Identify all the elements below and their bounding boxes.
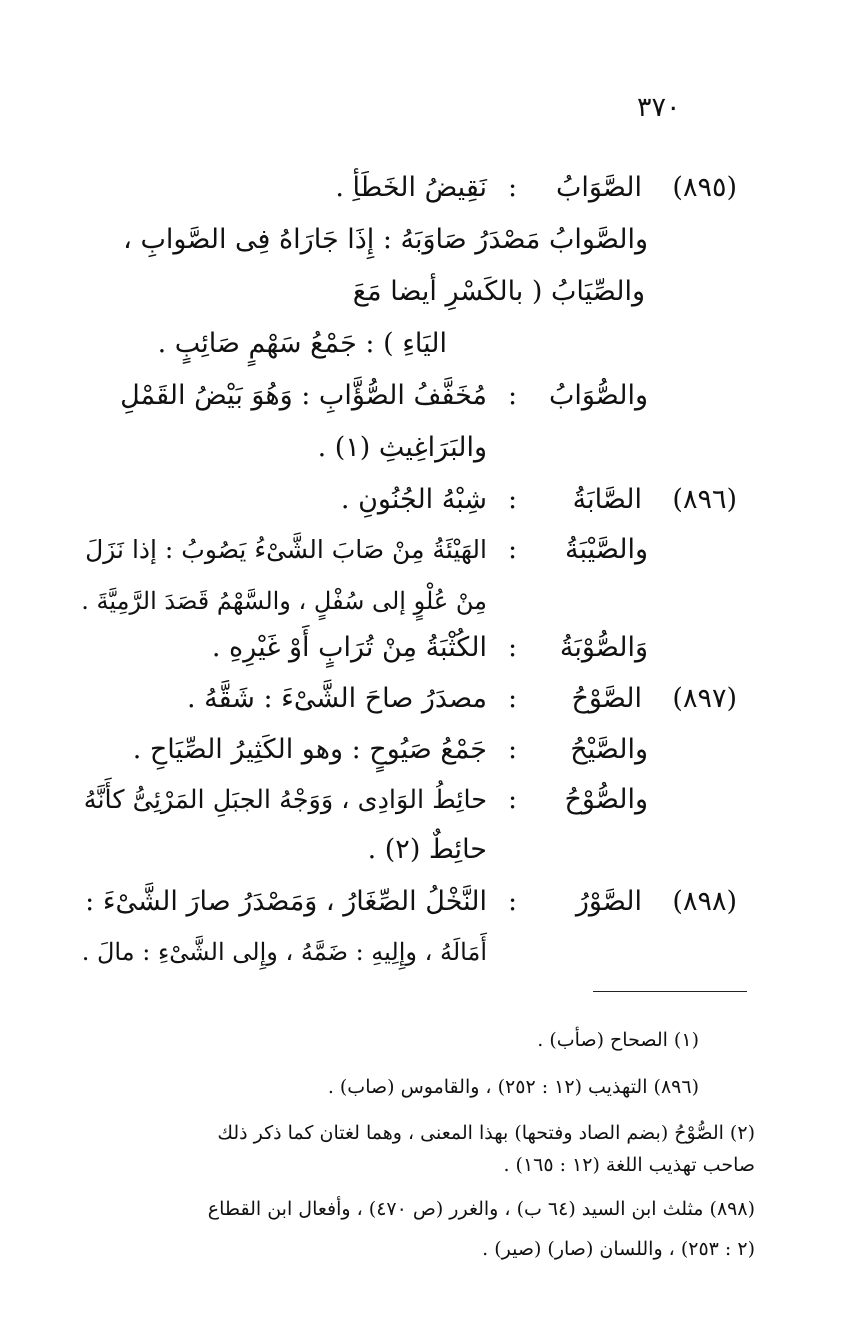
headword: والصُّوْحُ <box>564 784 648 815</box>
page-number: ٣٧٠ <box>637 92 681 123</box>
footnote-separator <box>593 991 747 992</box>
text-line: والصَّوابُ مَصْدَرُ صَاوَبَهُ : إِذَا جَارَاهُ فِى الصَّوابِ ، <box>123 224 648 255</box>
definition: مُخَفَّفُ الصُّؤَّابِ : وَهُوَ بَيْضُ القَمْلِ <box>120 380 487 411</box>
headword: الصَّوَابُ <box>555 172 642 203</box>
text-line: حائِطٌ (٢) . <box>367 834 487 865</box>
definition: الكُثْبَةُ مِنْ تُرَابٍ أَوْ غَيْرِهِ . <box>211 632 487 663</box>
colon: : <box>508 784 518 815</box>
entry-number: (٨٩٦) <box>672 484 737 515</box>
colon: : <box>508 734 518 765</box>
colon: : <box>508 380 518 411</box>
colon: : <box>508 534 518 565</box>
text-line: اليَاءِ ) : جَمْعُ سَهْمٍ صَائِبٍ . <box>157 328 447 359</box>
entry-number: (٨٩٧) <box>672 683 737 714</box>
colon: : <box>508 683 518 714</box>
footnote: (٢ : ٢٥٣) ، واللسان (صار) (صير) . <box>482 1238 755 1260</box>
text-line: والصِّيَابُ ( بالكَسْرِ أيضا مَعَ <box>352 276 645 307</box>
headword: والصَّيْبَةُ <box>565 534 648 565</box>
definition: نَقِيضُ الخَطَأِ . <box>335 172 487 203</box>
colon: : <box>508 484 518 515</box>
definition: حائِطُ الوَادِى ، وَوَجْهُ الجبَلِ المَرْئِىُّ كأَنَّهُ <box>83 785 487 815</box>
definition: جَمْعُ صَيُوحٍ : وهو الكَثِيرُ الصِّيَاحِ . <box>132 734 487 765</box>
headword: والصَّيْحُ <box>570 734 648 765</box>
footnote: صاحب تهذيب اللغة (١٢ : ١٦٥) . <box>503 1154 755 1176</box>
definition: مصدَرُ صاحَ الشَّىْءَ : شَقَّهُ . <box>186 683 487 714</box>
headword: الصَّوْحُ <box>571 683 642 714</box>
text-line: مِنْ عُلْوٍ إلى سُفْلٍ ، والسَّهْمُ قَصَدَ الرَّمِيَّةَ . <box>81 587 487 615</box>
headword: وَالصُّوْبَةُ <box>559 632 648 663</box>
headword: والصُّوَابُ <box>548 380 648 411</box>
entry-number: (٨٩٥) <box>672 172 737 203</box>
definition: النَّخْلُ الصِّغَارُ ، وَمَصْدَرُ صارَ الشَّىْءَ : <box>85 886 487 917</box>
text-line: والبَرَاغِيثِ (١) . <box>317 432 487 463</box>
footnote: (٨٩٦) التهذيب (١٢ : ٢٥٢) ، والقاموس (صاب) . <box>327 1076 699 1098</box>
headword: الصَّابَةُ <box>572 484 642 515</box>
definition: شِبْهُ الجُنُونِ . <box>340 484 487 515</box>
definition: الهَيْئَةُ مِنْ صَابَ الشَّىْءُ يَصُوبُ : إذا نَزَلَ <box>85 535 487 564</box>
footnote: (٨٩٨) مثلث ابن السيد (٦٤ ب) ، والغرر (ص ٤٧٠) ، وأفعال ابن القطاع <box>207 1198 755 1220</box>
colon: : <box>508 632 518 663</box>
headword: الصَّوْرُ <box>575 886 642 917</box>
colon: : <box>508 886 518 917</box>
footnote: (٢) الصُّوْحُ (بضم الصاد وفتحها) بهذا المعنى ، وهما لغتان كما ذكر ذلك <box>217 1122 755 1144</box>
entry-number: (٨٩٨) <box>672 886 737 917</box>
colon: : <box>508 172 518 203</box>
footnote: (١) الصحاح (صأب) . <box>537 1029 699 1051</box>
text-line: أَمَالَهُ ، وإِلِيهِ : ضَمَّهُ ، وإِلى الشَّىْءِ : مالَ . <box>81 938 487 966</box>
